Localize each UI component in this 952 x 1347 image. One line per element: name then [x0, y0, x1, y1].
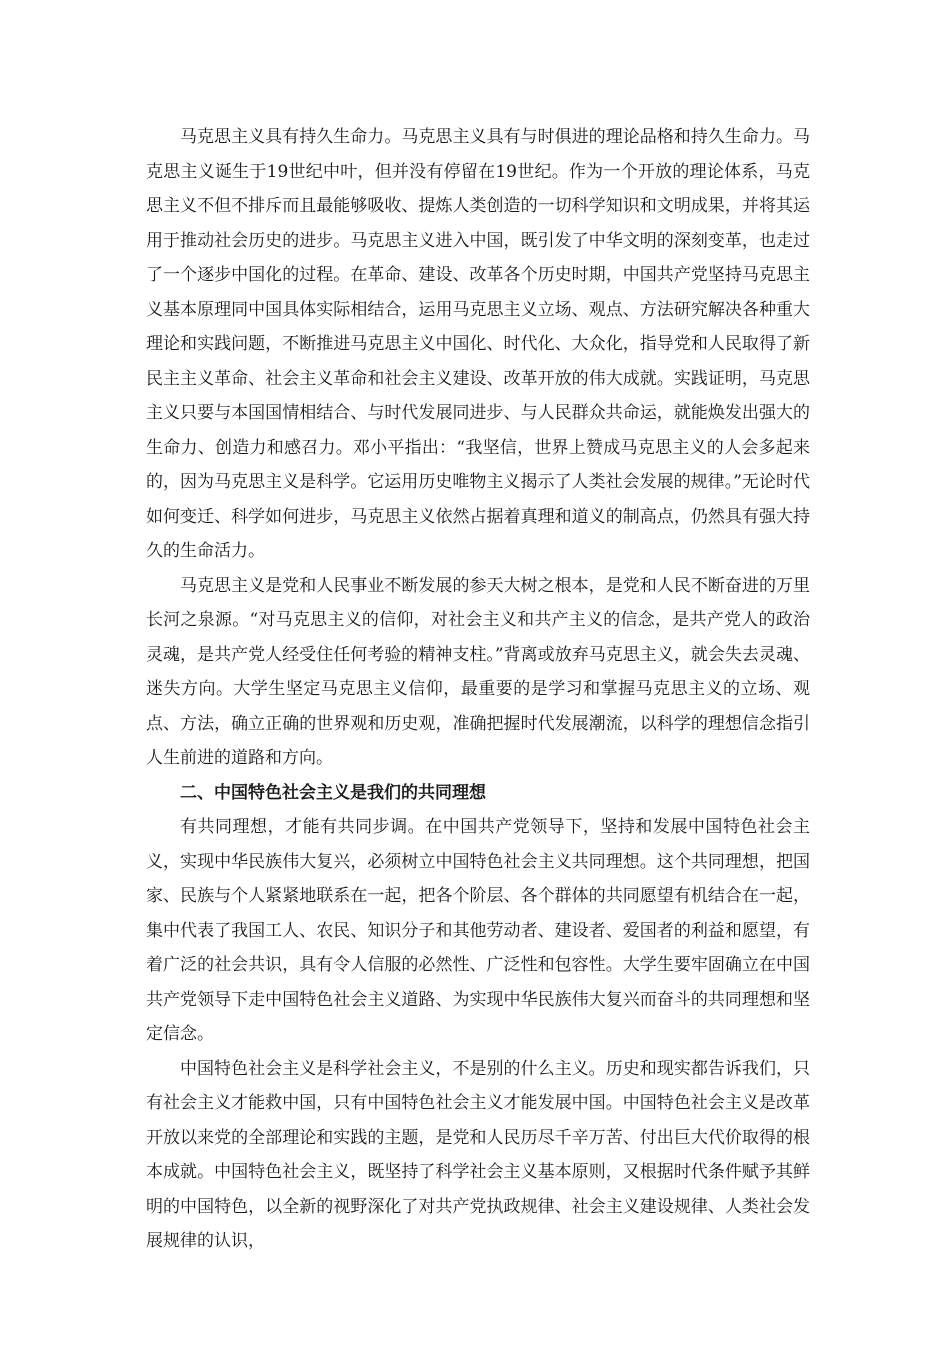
body-paragraph: 中国特色社会主义是科学社会主义，不是别的什么主义。历史和现实都告诉我们，只有社会主义才能救中国，只有中国特色社会主义才能发展中国。中国特色社会主义是改革开放以来党的全部理论和实践的主题，是党和人民历尽千辛万苦、付出巨大代价取得的根本成就。中国特色社会主义，既坚持了科学社会主义基本原则，又根据时代条件赋予其鲜明的中国特色，以全新的视野深化了对共产党执政规律、社会主义建设规律、人类社会发展规律的认识， — [146, 1058, 810, 1251]
document-page — [146, 120, 810, 1259]
body-paragraph: 有共同理想，才能有共同步调。在中国共产党领导下，坚持和发展中国特色社会主义，实现中华民族伟大复兴，必须树立中国特色社会主义共同理想。这个共同理想，把国家、民族与个人紧紧地联系在一起，把各个阶层、各个群体的共同愿望有机结合在一起，集中代表了我国工人、农民、知识分子和其他劳动者、建设者、爱国者的利益和愿望，有着广泛的社会共识，具有令人信服的必然性、广泛性和包容性。大学生要牢固确立在中国共产党领导下走中国特色社会主义道路、为实现中华民族伟大复兴而奋斗的共同理想和坚定信念。 — [146, 817, 810, 1044]
section-heading: 二、中国特色社会主义是我们的共同理想 — [180, 782, 486, 803]
body-paragraph: 马克思主义是党和人民事业不断发展的参天大树之根本，是党和人民不断奋进的万里长河之泉源。“对马克思主义的信仰，对社会主义和共产主义的信念，是共产党人的政治灵魂，是共产党人经受住任何考验的精神支柱。”背离或放弃马克思主义，就会失去灵魂、迷失方向。大学生坚定马克思主义信仰，最重要的是学习和掌握马克思主义的立场、观点、方法，确立正确的世界观和历史观，准确把握时代发展潮流，以科学的理想信念指引人生前进的道路和方向。 — [146, 575, 810, 768]
body-paragraph: 马克思主义具有持久生命力。马克思主义具有与时俱进的理论品格和持久生命力。马克思主义诞生于19世纪中叶，但并没有停留在19世纪。作为一个开放的理论体系，马克思主义不但不排斥而且最能够吸收、提炼人类创造的一切科学知识和文明成果，并将其运用于推动社会历史的进步。马克思主义进入中国，既引发了中华文明的深刻变革，也走过了一个逐步中国化的过程。在革命、建设、改革各个历史时期，中国共产党坚持马克思主义基本原理同中国具体实际相结合，运用马克思主义立场、观点、方法研究解决各种重大理论和实践问题，不断推进马克思主义中国化、时代化、大众化，指导党和人民取得了新民主主义革命、社会主义革命和社会主义建设、改革开放的伟大成就。实践证明，马克思主义只要与本国国情相结合、与时代发展同进步、与人民群众共命运，就能焕发出强大的生命力、创造力和感召力。邓小平指出：“我坚信，世界上赞成马克思主义的人会多起来的，因为马克思主义是科学。它运用历史唯物主义揭示了人类社会发展的规律。”无论时代如何变迁、科学如何进步，马克思主义依然占据着真理和道义的制高点，仍然具有强大持久的生命活力。 — [146, 127, 810, 561]
